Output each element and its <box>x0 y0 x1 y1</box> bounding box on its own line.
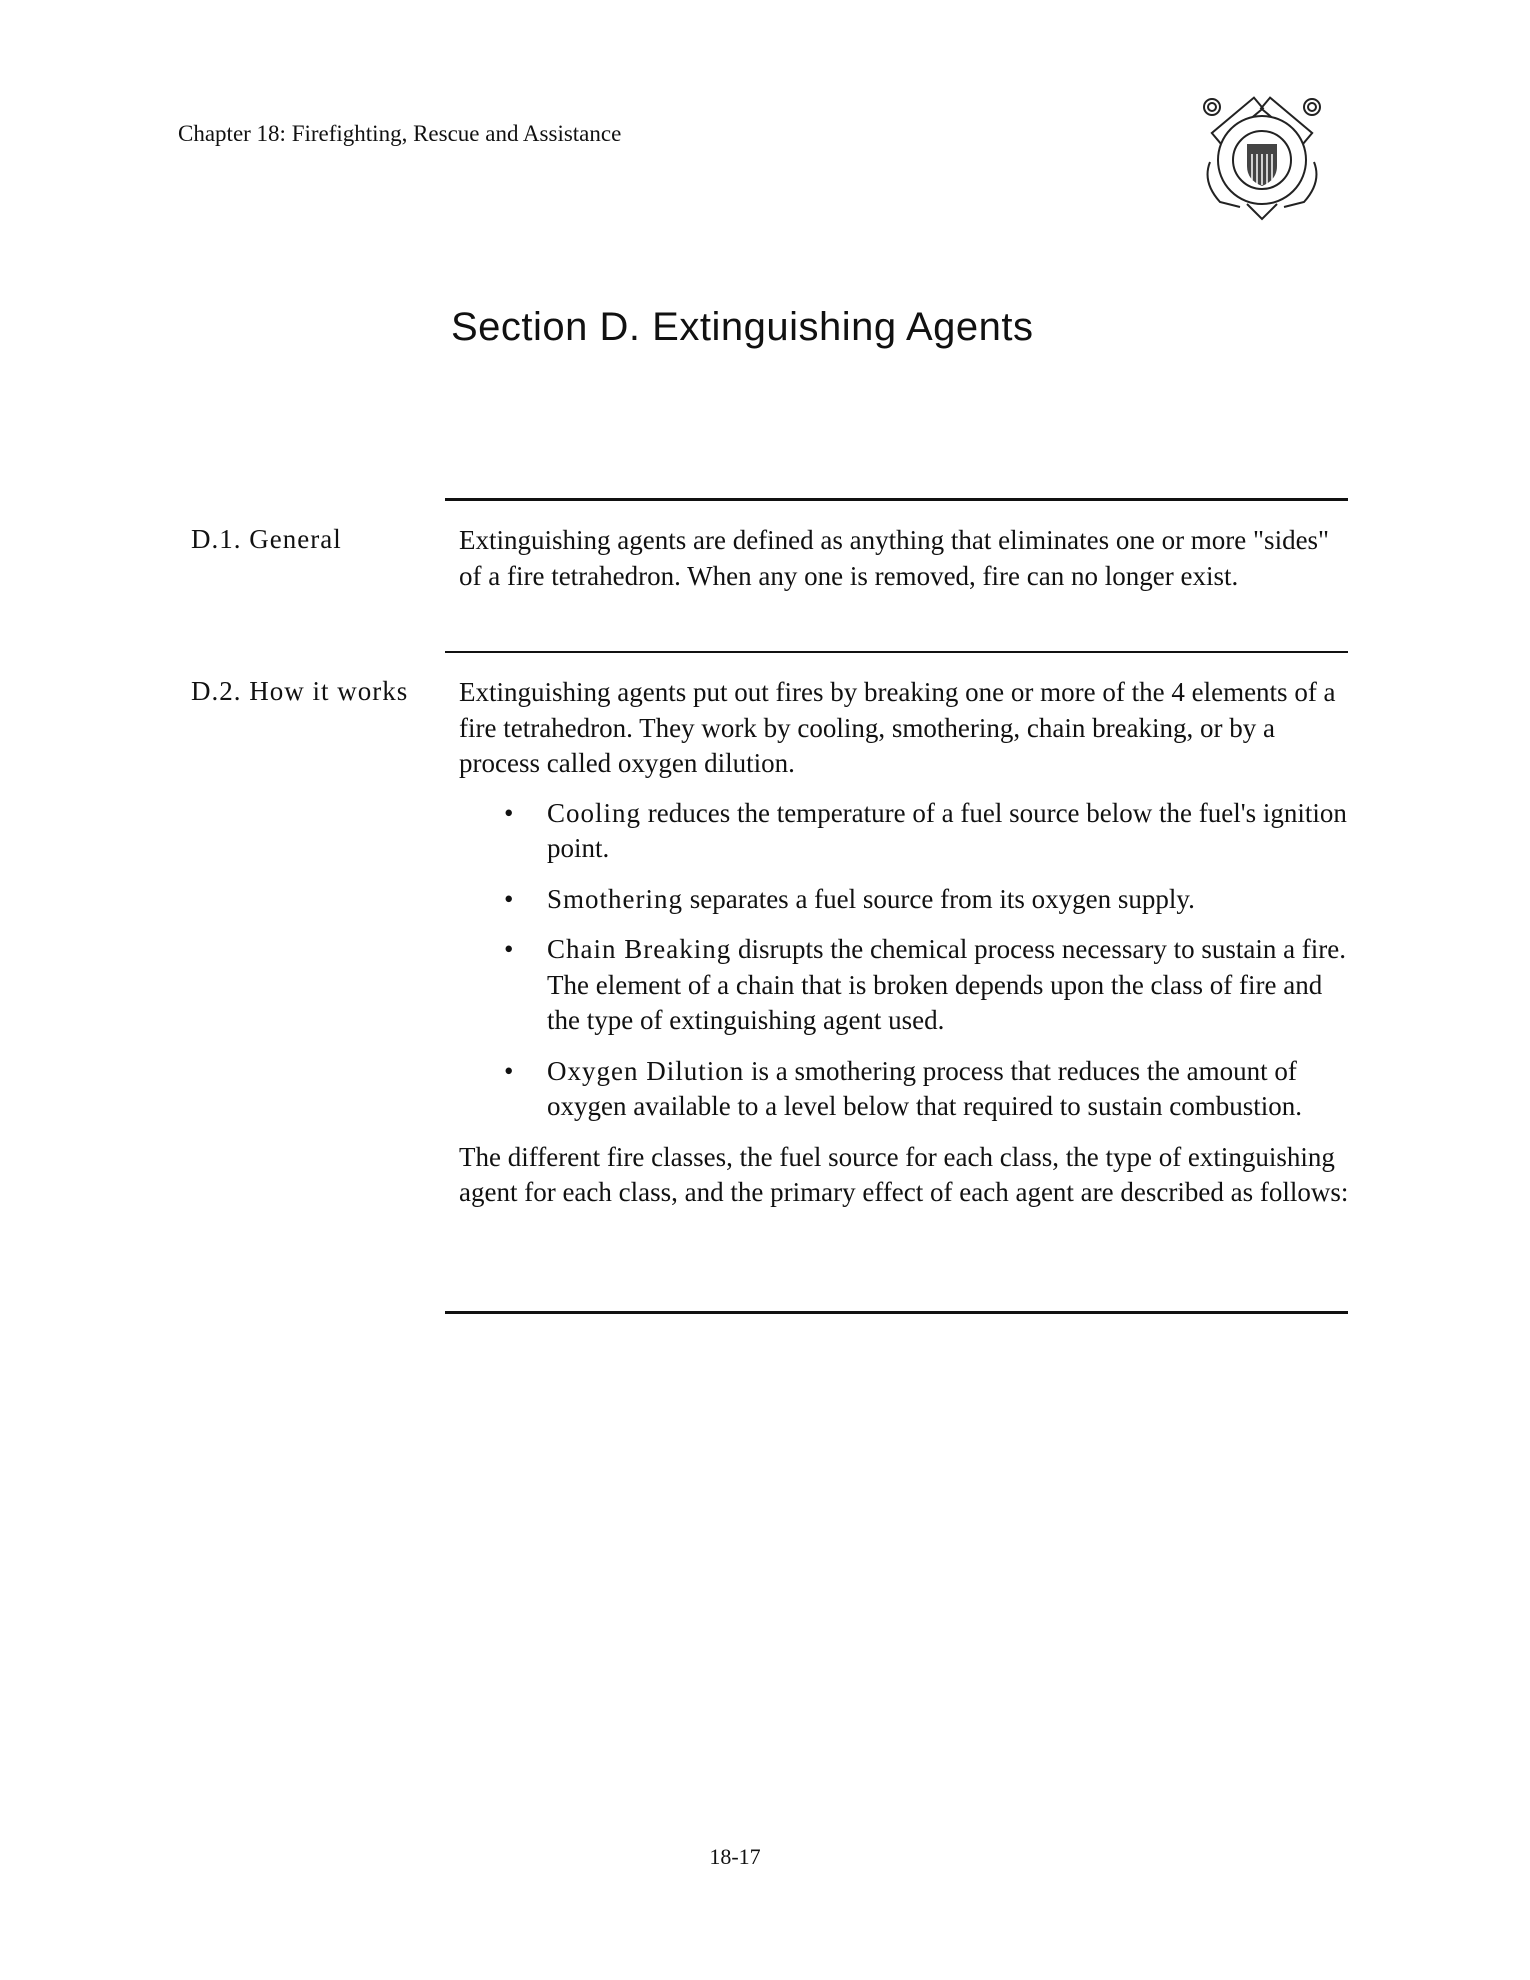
section-title: Section D. Extinguishing Agents <box>451 305 1034 349</box>
section-label-general: D.1. General <box>191 524 342 554</box>
list-item <box>459 882 1349 918</box>
bullet-icon: • <box>504 1055 514 1086</box>
list-item <box>459 932 1349 1039</box>
paragraph: Extinguishing agents put out fires by breaking one or more of the 4 elements of a fire tetrahedron. They work by cooling, smothering, chain breaking, or by a process called oxygen dilution. <box>459 677 1336 778</box>
term: Oxygen Dilution <box>547 1055 745 1086</box>
section-body-general <box>459 523 1349 594</box>
bullet-icon: • <box>504 934 514 964</box>
term: Cooling <box>547 797 642 828</box>
definition: separates a fuel source from its oxygen supply. <box>683 883 1195 914</box>
term: Chain Breaking <box>547 934 732 964</box>
bullet-icon: • <box>504 883 514 914</box>
top-divider <box>445 498 1348 501</box>
definition: is a smothering process that reduces the amount of oxygen available to a level below that required to sustain combustion. <box>547 1055 1303 1121</box>
section-divider <box>445 651 1348 653</box>
coast-guard-seal-logo <box>1192 92 1332 222</box>
page-number: 18-17 <box>709 1844 761 1869</box>
paragraph: Extinguishing agents are defined as anything that eliminates one or more "sides" of a fire tetrahedron. When any one is removed, fire can no longer exist. <box>459 525 1330 591</box>
chapter-header: Chapter 18: Firefighting, Rescue and Assistance <box>178 121 622 146</box>
bottom-divider <box>445 1311 1348 1314</box>
section-body-how-it-works <box>459 675 1349 1211</box>
term: Smothering <box>547 883 683 914</box>
paragraph: The different fire classes, the fuel source for each class, the type of extinguishing agent for each class, and the primary effect of each agent are described as follows: <box>459 1141 1349 1207</box>
list-item <box>459 796 1349 867</box>
section-label-how-it-works: D.2. How it works <box>191 676 409 706</box>
bullet-list <box>459 796 1349 1125</box>
list-item <box>459 1054 1349 1125</box>
definition: reduces the temperature of a fuel source below the fuel's ignition point. <box>547 797 1347 863</box>
bullet-icon: • <box>504 797 514 828</box>
definition: disrupts the chemical process necessary to sustain a fire. The element of a chain that is broken depends upon the class of fire and the type of extinguishing agent used. <box>547 934 1347 1035</box>
